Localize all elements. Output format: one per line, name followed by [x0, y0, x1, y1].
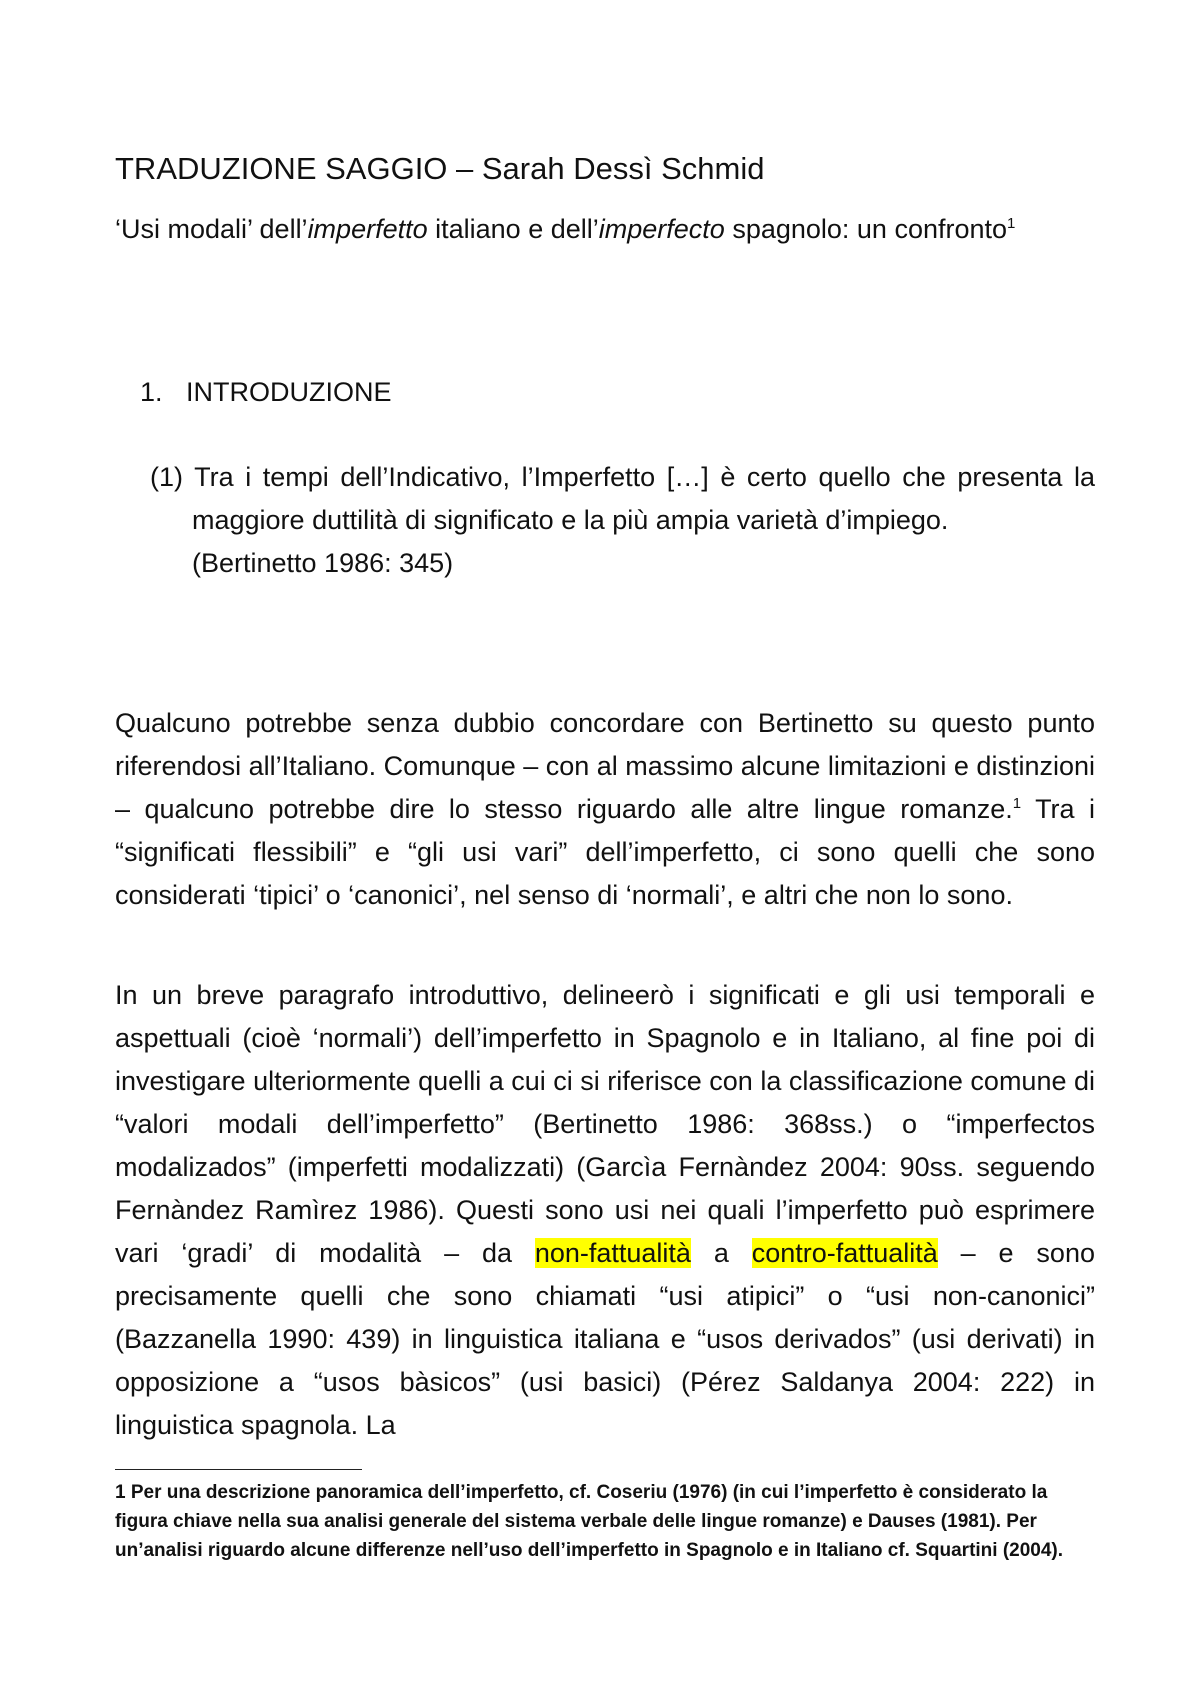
footnote-1: 1 Per una descrizione panoramica dell’imperfetto, cf. Coseriu (1976) (in cui l’imperfetto è considerato la figura chiave nella sua analisi generale del sistema verbale delle lingue romanze) e Dauses (1981). Per un’analisi riguardo alcune differenze nell’uso dell’imperfetto in Spagnolo e in Italiano cf. Squartini (2004).: [115, 1482, 1064, 1561]
quote-source: (Bertinetto 1986: 345): [192, 548, 454, 578]
footnote-divider: [115, 1469, 362, 1470]
paragraph-text: Tra i “significati flessibili” e “gli usi vari” dell’imperfetto, ci sono quelli che sono considerati ‘tipici’ o ‘canonici’, nel senso di ‘normali’, e altri che non lo sono.: [115, 794, 1095, 910]
subtitle-text: italiano e dell’: [427, 214, 599, 244]
paragraph-text: a: [690, 1238, 752, 1268]
section-number: 1.: [140, 377, 163, 407]
section-label: INTRODUZIONE: [186, 377, 392, 407]
paragraph-2: [115, 974, 1095, 1447]
block-quote: [150, 456, 1095, 585]
essay-subtitle: [115, 208, 1095, 250]
subtitle-text: spagnolo: un confronto: [724, 214, 1008, 244]
section-heading: [140, 372, 1120, 412]
subtitle-italic-imperfecto: imperfecto: [598, 214, 725, 244]
highlight-non-fattualita: non-fattualità: [534, 1238, 691, 1268]
document-title: TRADUZIONE SAGGIO – Sarah Dessì Schmid: [115, 151, 765, 186]
quote-text: (1) Tra i tempi dell’Indicativo, l’Imperfetto […] è certo quello che presenta la maggiore duttilità di significato e la più ampia varietà d’impiego.: [150, 462, 1095, 535]
paragraph-1: [115, 702, 1095, 917]
paragraph-text: Qualcuno potrebbe senza dubbio concordare con Bertinetto su questo punto riferendosi all’Italiano. Comunque – con al massimo alcune limitazioni e distinzioni – qualcuno potrebbe dire lo stesso riguardo alle altre lingue romanze.: [115, 708, 1095, 824]
paragraph-text: – e sono precisamente quelli che sono chiamati “usi atipici” o “usi non-canonici” (Bazzanella 1990: 439) in linguistica italiana e “usos derivados” (usi derivati) in opposizione a “usos bàsicos” (usi basici) (Pérez Saldanya 2004: 222) in linguistica spagnola. La: [115, 1238, 1095, 1440]
footnote-ref: 1: [1007, 215, 1016, 232]
subtitle-italic-imperfetto: imperfetto: [307, 214, 428, 244]
highlight-contro-fattualita: contro-fattualità: [751, 1238, 938, 1268]
footnote-ref: 1: [1012, 795, 1022, 812]
paragraph-text: In un breve paragrafo introduttivo, delineerò i significati e gli usi temporali e aspettuali (cioè ‘normali’) dell’imperfetto in Spagnolo e in Italiano, al fine poi di investigare ulteriormente quelli a cui ci si riferisce con la classificazione comune di “valori modali dell’imperfetto” (Bertinetto 1986: 368ss.) o “imperfectos modalizados” (imperfetti modalizzati) (Garcìa Fernàndez 2004: 90ss. seguendo Fernàndez Ramìrez 1986). Questi sono usi nei quali l’imperfetto può esprimere vari ‘gradi’ di modalità – da: [115, 980, 1095, 1268]
subtitle-text: ‘Usi modali’ dell’: [115, 214, 308, 244]
